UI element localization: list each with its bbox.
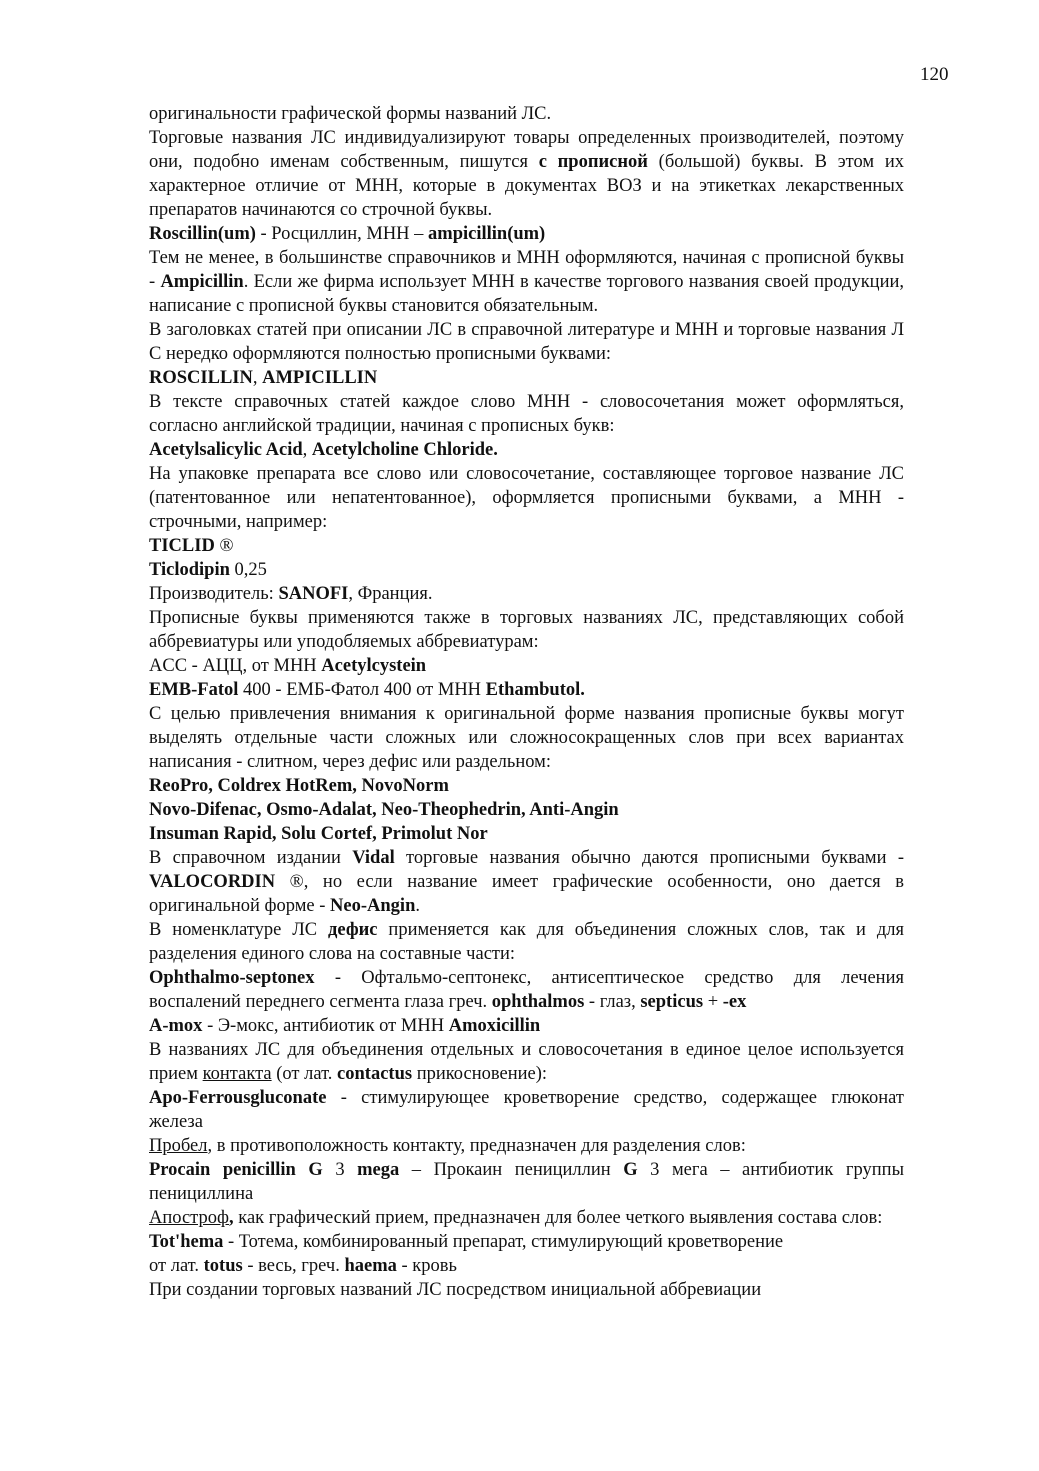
text-run: прикосновение):: [412, 1064, 548, 1084]
text-run: 400 - ЕМБ-Фатол 400 от МНН: [238, 680, 486, 700]
bold-term: -ex: [722, 992, 747, 1012]
text-run: ACC - АЦЦ, от МНН: [149, 656, 322, 676]
paragraph: [149, 1230, 904, 1254]
text-run: торговые названия обычно даются прописными буквами -: [394, 848, 904, 868]
bold-term: EMB-Fatol: [149, 680, 239, 700]
bold-term: Neo-Angin: [330, 896, 416, 916]
text-run: Тем не менее, в большинстве справочников и МНН оформляются, начиная с прописной буквы -: [149, 248, 904, 292]
text-run: В справочном издании: [149, 848, 353, 868]
text-run: - Росциллин, МНН –: [255, 224, 429, 244]
paragraph: [149, 318, 904, 366]
bold-term: Novo-Difenac, Osmo-Adalat, Neo-Theophedrin, Anti-Angin: [149, 800, 619, 820]
paragraph: [149, 1134, 904, 1158]
paragraph: [149, 582, 904, 606]
text-run: При создании торговых названий ЛС посредством инициальной аббревиации: [149, 1280, 762, 1300]
text-run: С целью привлечения внимания к оригинальной форме названия прописные буквы могут выделять отдельные части сложных или сложносокращенных слов при всех вариантах написания - слитном, через дефис или раздельном:: [149, 704, 904, 772]
paragraph: [149, 246, 904, 318]
text-run: Производитель:: [149, 584, 279, 604]
text-run: В заголовках статей при описании ЛС в справочной литературе и МНН и торговые названия Л С нередко оформляются полностью прописными буквами:: [149, 320, 904, 364]
text-run: - Тотема, комбинированный препарат, стимулирующий кроветворение: [223, 1232, 784, 1252]
paragraph: [149, 1038, 904, 1086]
bold-term: Insuman Rapid, Solu Cortef, Primolut Nor: [149, 824, 488, 844]
page-number: 120: [920, 64, 949, 85]
bold-term: G: [623, 1160, 638, 1180]
bold-term: septicus: [640, 992, 704, 1012]
paragraph: [149, 1158, 904, 1206]
text-run: 3: [322, 1160, 358, 1180]
bold-term: Roscillin(um): [149, 224, 256, 244]
paragraph: [149, 1206, 904, 1230]
bold-term: SANOFI: [278, 584, 349, 604]
text-run: , Франция.: [348, 584, 433, 604]
text-run: как графический прием, предназначен для более четкого выявления состава слов:: [233, 1208, 883, 1228]
paragraph: [149, 222, 904, 246]
underlined-term: контакта: [202, 1064, 272, 1084]
text-run: - Офтальмо-септонекс, антисептическое средство для лечения воспалений переднего сегмента глаза греч.: [149, 968, 904, 1012]
bold-term: Tot'hema: [149, 1232, 224, 1252]
paragraph: [149, 390, 904, 438]
text-run: В номенклатуре ЛС: [149, 920, 329, 940]
bold-term: mega: [357, 1160, 400, 1180]
bold-term: ampicillin(um): [428, 224, 546, 244]
bold-term: Ethambutol.: [485, 680, 585, 700]
bold-term: Vidal: [352, 848, 395, 868]
text-run: В тексте справочных статей каждое слово МНН - словосочетания может оформляться, согласно английской традиции, начиная с прописных букв:: [149, 392, 904, 436]
bold-term: Ticlodipin: [149, 560, 230, 580]
bold-term: TICLID: [149, 536, 215, 556]
paragraph: [149, 1254, 904, 1278]
bold-term: Amoxicillin: [448, 1016, 541, 1036]
text-run: - Э-мокс, антибиотик от МНН: [202, 1016, 449, 1036]
paragraph: [149, 558, 904, 582]
paragraph: [149, 366, 904, 390]
text-run: - кровь: [396, 1256, 457, 1276]
paragraph: [149, 126, 904, 222]
bold-term: Ampicillin: [160, 272, 244, 292]
bold-term: Procain penicillin G: [149, 1160, 323, 1180]
text-run: - стимулирующее кроветворение средство, содержащее глюконат железа: [149, 1088, 904, 1132]
paragraph: [149, 654, 904, 678]
text-run: Торговые названия ЛС индивидуализируют товары определенных производителей, поэтому они, подобно именам собственным, пишутся: [149, 128, 904, 172]
paragraph: [149, 774, 904, 798]
paragraph: [149, 606, 904, 654]
bold-term: с прописной: [538, 152, 648, 172]
bold-term: ROSCILLIN: [149, 368, 253, 388]
text-run: - глаз,: [584, 992, 641, 1012]
document-body: [149, 102, 904, 1302]
text-run: от лат.: [149, 1256, 204, 1276]
paragraph: [149, 1086, 904, 1134]
bold-term: haema: [344, 1256, 397, 1276]
bold-term: ReoPro, Coldrex HotRem, NovoNorm: [149, 776, 449, 796]
bold-term: A-mox: [149, 1016, 203, 1036]
bold-term: contactus: [337, 1064, 413, 1084]
paragraph: [149, 846, 904, 918]
underlined-term: Пробел: [149, 1136, 208, 1156]
bold-term: Acetylsalicylic Acid: [149, 440, 303, 460]
text-run: . Если же фирма использует МНН в качестве торгового названия своей продукции, написание с прописной буквы становится обязательным.: [149, 272, 905, 316]
paragraph: [149, 462, 904, 534]
paragraph: [149, 1278, 904, 1302]
paragraph: [149, 798, 904, 822]
bold-term: totus: [203, 1256, 243, 1276]
text-run: .: [415, 896, 420, 916]
text-run: - весь, греч.: [242, 1256, 345, 1276]
bold-term: ,: [228, 1208, 234, 1228]
paragraph: [149, 102, 904, 126]
text-run: ®, но если название имеет графические особенности, оно дается в оригинальной форме -: [149, 872, 904, 916]
text-run: Прописные буквы применяются также в торговых названиях ЛС, представляющих собой аббревиатуры или уподобляемых аббревиатурам:: [149, 608, 904, 652]
bold-term: VALOCORDIN: [149, 872, 276, 892]
bold-term: AMPICILLIN: [262, 368, 378, 388]
bold-term: ophthalmos: [491, 992, 585, 1012]
text-run: применяется как для объединения сложных слов, так и для разделения единого слова на составные части:: [149, 920, 904, 964]
text-run: (от лат.: [271, 1064, 338, 1084]
text-run: , в противоположность контакту, предназначен для разделения слов:: [207, 1136, 746, 1156]
text-run: 3 мега – антибиотик группы пенициллина: [149, 1160, 905, 1204]
text-run: ,: [302, 440, 312, 460]
text-run: – Прокаин пенициллин: [399, 1160, 624, 1180]
paragraph: [149, 822, 904, 846]
paragraph: [149, 438, 904, 462]
text-run: В названиях ЛС для объединения отдельных и словосочетания в единое целое используется прием: [149, 1040, 904, 1084]
bold-term: Acetylcystein: [321, 656, 427, 676]
text-run: ,: [252, 368, 263, 388]
bold-term: Apo-Ferrousgluconate: [149, 1088, 327, 1108]
text-run: +: [703, 992, 723, 1012]
text-run: На упаковке препарата все слово или словосочетание, составляющее торговое название ЛС (патентованное или непатентованное), оформляется прописными буквами, а МНН - строчными, например:: [149, 464, 904, 532]
paragraph: [149, 534, 904, 558]
paragraph: [149, 678, 904, 702]
paragraph: [149, 1014, 904, 1038]
bold-term: Acetylcholine Chloride.: [311, 440, 498, 460]
bold-term: дефис: [328, 920, 378, 940]
underlined-term: Апостроф: [149, 1208, 229, 1228]
paragraph: [149, 966, 904, 1014]
paragraph: [149, 702, 904, 774]
text-run: ®: [214, 536, 234, 556]
text-run: оригинальности графической формы названий ЛС.: [149, 104, 552, 124]
text-run: 0,25: [229, 560, 267, 580]
paragraph: [149, 918, 904, 966]
bold-term: Ophthalmo-septonex: [149, 968, 315, 988]
text-run: (большой) буквы. В этом их характерное отличие от МНН, которые в документах ВОЗ и на этикетках лекарственных препаратов начинаются со строчной буквы.: [149, 152, 904, 220]
